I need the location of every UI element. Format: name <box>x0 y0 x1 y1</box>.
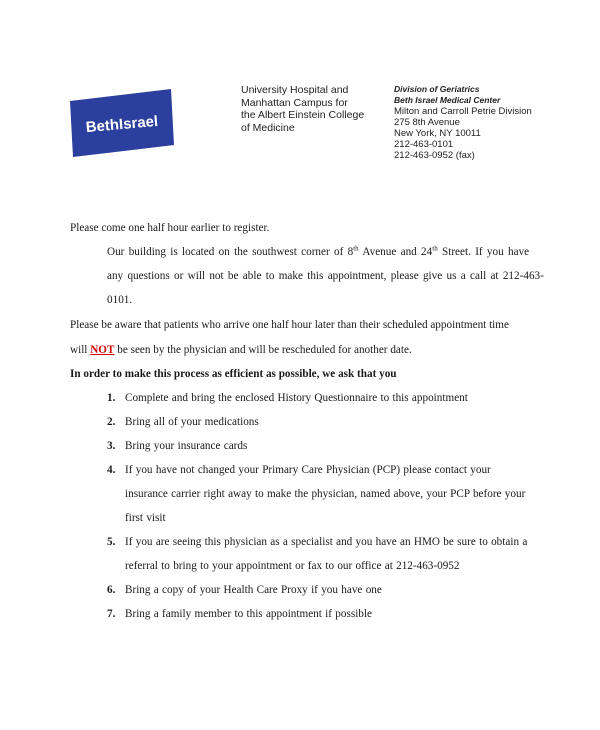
list-item-continuation: first visit <box>125 512 166 524</box>
building-paragraph-line-1: Our building is located on the southwest corner of 8th Avenue and 24th Street. If you have <box>107 244 530 258</box>
division-line: 212-463-0101 <box>394 139 454 150</box>
efficient-heading: In order to make this process as efficient as possible, we ask that you <box>70 368 397 380</box>
list-item: If you have not changed your Primary Care Physician (PCP) please contact your <box>125 464 491 476</box>
campus-line: of Medicine <box>241 121 295 134</box>
list-item-number: 5. <box>107 536 116 548</box>
late-paragraph-line-1: Please be aware that patients who arrive one half hour later than their scheduled appointment time <box>70 319 509 331</box>
register-sentence: Please come one half hour earlier to register. <box>70 222 270 234</box>
not-emphasis: NOT <box>90 344 115 356</box>
building-paragraph-line-2: any questions or will not be able to make this appointment, please give us a call at 212-463- <box>107 270 544 282</box>
logo-wordmark: BethIsrael <box>85 112 159 137</box>
building-paragraph-line-3: 0101. <box>107 294 133 306</box>
campus-line: University Hospital and <box>241 84 349 96</box>
campus-line: the Albert Einstein College <box>241 109 365 121</box>
list-item: Bring all of your medications <box>125 416 259 428</box>
division-title: Division of Geriatrics <box>394 84 480 94</box>
division-line: Milton and Carroll Petrie Division <box>394 106 532 117</box>
division-line: New York, NY 10011 <box>394 128 481 139</box>
list-item-number: 4. <box>107 464 116 476</box>
division-address-block <box>394 84 594 161</box>
list-item: Bring a copy of your Health Care Proxy if you have one <box>125 584 382 596</box>
division-center: Beth Israel Medical Center <box>394 95 501 105</box>
division-line: 212-463-0952 (fax) <box>394 150 475 161</box>
late-paragraph-line-2: will NOT be seen by the physician and will be rescheduled for another date. <box>70 344 412 356</box>
list-item-number: 6. <box>107 584 116 596</box>
list-item-number: 3. <box>107 440 116 452</box>
division-line: 275 8th Avenue <box>394 117 460 128</box>
list-item-continuation: insurance carrier right away to make the physician, named above, your PCP before your <box>125 488 526 500</box>
list-item: Complete and bring the enclosed History Questionnaire to this appointment <box>125 392 468 404</box>
list-item-number: 7. <box>107 608 116 620</box>
campus-address-block <box>241 84 381 134</box>
list-item: If you are seeing this physician as a specialist and you have an HMO be sure to obtain a <box>125 536 528 548</box>
list-item: Bring a family member to this appointment if possible <box>125 608 372 620</box>
beth-israel-logo <box>70 89 174 157</box>
list-item-number: 2. <box>107 416 116 428</box>
list-item-number: 1. <box>107 392 116 404</box>
list-item-continuation: referral to bring to your appointment or fax to our office at 212-463-0952 <box>125 560 460 572</box>
list-item: Bring your insurance cards <box>125 440 248 452</box>
campus-line: Manhattan Campus for <box>241 96 348 109</box>
